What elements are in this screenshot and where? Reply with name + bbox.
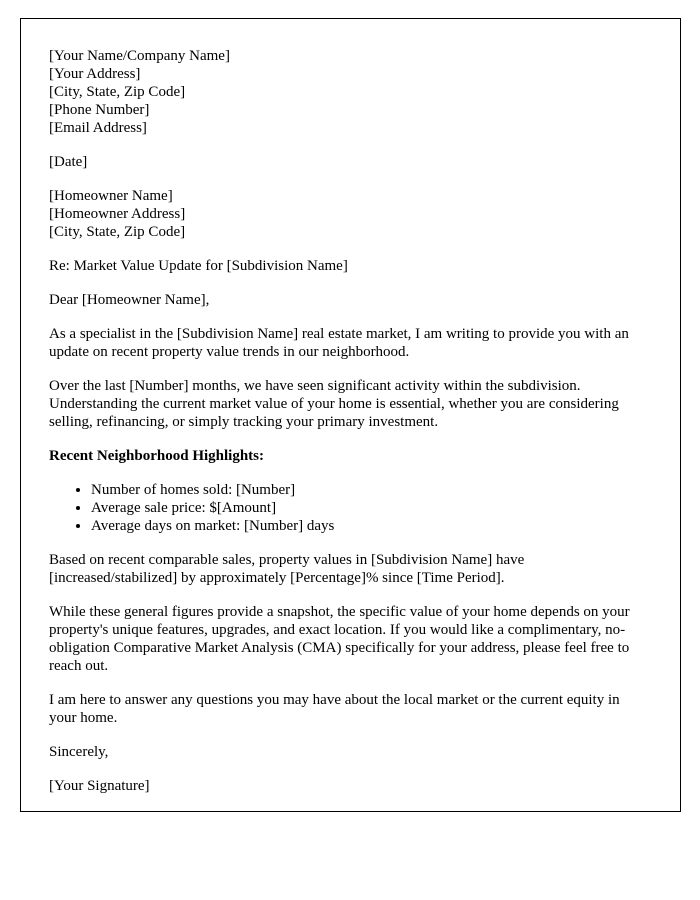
date-line: [Date] [49,154,88,170]
paragraph-questions: I am here to answer any questions you may have about the local market or the current equity in your home. [49,692,620,726]
paragraph-intro: As a specialist in the [Subdivision Name] real estate market, I am writing to provide you with an update on recent property value trends in our neighborhood. [49,326,629,360]
letter-page [20,18,681,812]
sender-city-state-zip: [City, State, Zip Code] [49,84,186,100]
paragraph-comparable-sales: Based on recent comparable sales, property values in [Subdivision Name] have [increased/stabilized] by approximately [Percentage]% since [Time Period]. [49,552,525,586]
signoff: Sincerely, [49,744,109,760]
paragraph-cma-offer: While these general figures provide a snapshot, the specific value of your home depends on your property's unique features, upgrades, and exact location. If you would like a complimentary, no-obligation Comparative Market Analysis (CMA) specifically for your address, please feel free to reach out. [49,604,630,674]
recipient-name: [Homeowner Name] [49,188,173,204]
subject-line: Re: Market Value Update for [Subdivision Name] [49,258,348,274]
recipient-address: [Homeowner Address] [49,206,186,222]
recipient-city-state-zip: [City, State, Zip Code] [49,224,186,240]
highlight-sale-price: • Average sale price: $[Amount] [91,499,650,517]
highlight-days-on-market: • Average days on market: [Number] days [91,517,650,535]
sender-address: [Your Address] [49,66,141,82]
highlights-list [49,481,650,535]
sender-email: [Email Address] [49,120,147,136]
highlights-heading: Recent Neighborhood Highlights: [49,448,265,464]
recipient-block [49,187,650,241]
sender-block [49,47,650,137]
sender-name: [Your Name/Company Name] [49,48,230,64]
highlight-homes-sold: • Number of homes sold: [Number] [91,481,650,499]
salutation: Dear [Homeowner Name], [49,292,210,308]
paragraph-activity: Over the last [Number] months, we have seen significant activity within the subdivision. Understanding the current market value of your home is essential, whether you are considering selling, refinancing, or simply tracking your primary investment. [49,378,619,430]
signature: [Your Signature] [49,778,150,794]
sender-phone: [Phone Number] [49,102,150,118]
